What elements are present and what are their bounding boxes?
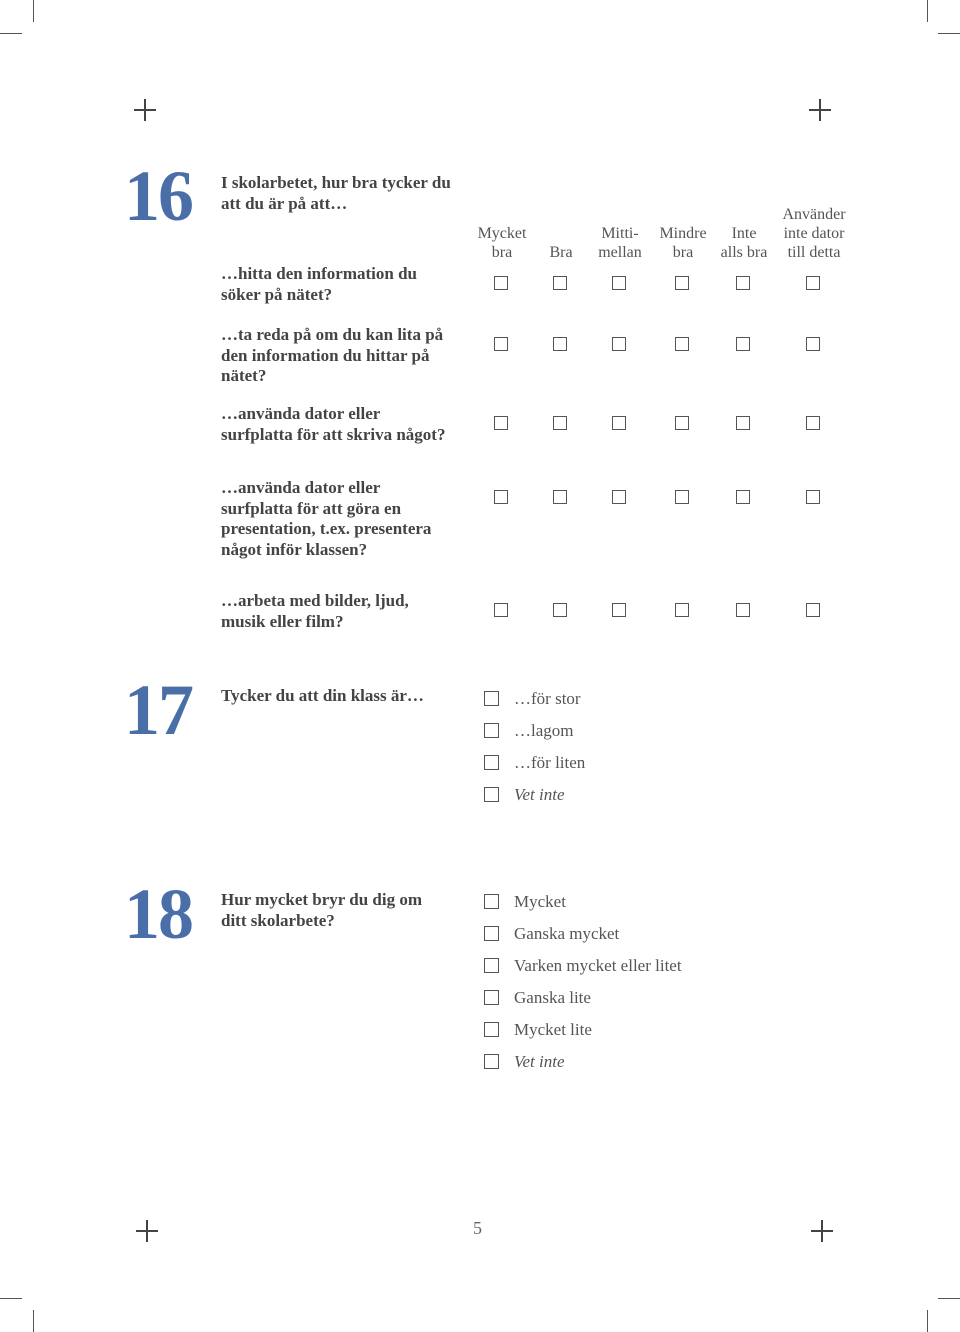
sub-question-line: något inför klassen? xyxy=(221,539,368,559)
page-number: 5 xyxy=(473,1218,482,1238)
column-header-line: bra xyxy=(672,244,694,261)
column-header-line: Mycket xyxy=(477,225,527,242)
answer-checkbox[interactable] xyxy=(484,787,499,802)
column-header-line: Inte xyxy=(731,225,757,242)
answer-checkbox[interactable] xyxy=(494,603,508,617)
column-header-line: Mitti- xyxy=(601,225,639,242)
column-header-line: bra xyxy=(491,244,513,261)
answer-checkbox[interactable] xyxy=(736,276,750,290)
sub-question-line: …använda dator eller xyxy=(221,478,381,497)
answer-checkbox[interactable] xyxy=(675,603,689,617)
answer-checkbox[interactable] xyxy=(806,490,820,504)
registration-mark xyxy=(811,1220,833,1242)
sub-question-text xyxy=(221,404,471,445)
answer-checkbox[interactable] xyxy=(675,416,689,430)
answer-checkbox[interactable] xyxy=(494,490,508,504)
answer-checkbox[interactable] xyxy=(484,1022,499,1037)
answer-option-label: Varken mycket eller litet xyxy=(514,956,682,975)
answer-checkbox[interactable] xyxy=(675,276,689,290)
answer-checkbox[interactable] xyxy=(494,276,508,290)
answer-checkbox[interactable] xyxy=(736,416,750,430)
answer-option-label: Ganska lite xyxy=(514,988,591,1007)
sub-question-text xyxy=(221,478,471,560)
column-header-line: Mindre xyxy=(659,225,707,242)
answer-checkbox[interactable] xyxy=(494,416,508,430)
sub-question-line: musik eller film? xyxy=(221,611,344,631)
answer-checkbox[interactable] xyxy=(553,337,567,351)
registration-mark xyxy=(809,99,831,121)
registration-mark xyxy=(136,1220,158,1242)
crop-mark xyxy=(0,33,22,34)
answer-option-label: Vet inte xyxy=(514,785,565,804)
column-header-line: till detta xyxy=(787,244,841,261)
answer-checkbox[interactable] xyxy=(494,337,508,351)
answer-option-label: Mycket xyxy=(514,892,566,911)
answer-checkbox[interactable] xyxy=(612,416,626,430)
answer-checkbox[interactable] xyxy=(484,926,499,941)
answer-checkbox[interactable] xyxy=(612,337,626,351)
sub-question-line: …ta reda på om du kan lita på xyxy=(221,325,444,344)
question-number: 17 xyxy=(124,670,192,750)
crop-mark xyxy=(938,1298,960,1299)
answer-option-label: Vet inte xyxy=(514,1052,565,1071)
sub-question-line: presentation, t.ex. presentera xyxy=(221,519,432,538)
answer-checkbox[interactable] xyxy=(675,490,689,504)
sub-question-line: den information du hittar på xyxy=(221,345,430,365)
sub-question-line: …arbeta med bilder, ljud, xyxy=(221,591,409,610)
question-text: Tycker du att din klass är… xyxy=(221,686,424,705)
sub-question-line: …hitta den information du xyxy=(221,264,417,283)
column-header xyxy=(769,205,859,262)
column-header-line: mellan xyxy=(598,244,642,261)
crop-mark xyxy=(938,33,960,34)
column-header-line: Bra xyxy=(549,244,573,261)
sub-question-text xyxy=(221,591,471,632)
answer-checkbox[interactable] xyxy=(612,490,626,504)
sub-question-line: surfplatta för att göra en xyxy=(221,498,402,518)
answer-option-label: …för stor xyxy=(514,689,581,708)
sub-question-text xyxy=(221,264,471,305)
answer-option-label: …för liten xyxy=(514,753,586,772)
question-number: 18 xyxy=(124,874,192,954)
answer-checkbox[interactable] xyxy=(484,990,499,1005)
crop-mark xyxy=(33,0,34,22)
answer-checkbox[interactable] xyxy=(484,723,499,738)
question-number: 16 xyxy=(124,156,192,236)
column-header-line: Använder xyxy=(782,206,846,223)
answer-checkbox[interactable] xyxy=(736,490,750,504)
sub-question-line: …använda dator eller xyxy=(221,404,381,423)
column-header-line: alls bra xyxy=(720,244,768,261)
answer-option-label: Mycket lite xyxy=(514,1020,592,1039)
answer-checkbox[interactable] xyxy=(612,276,626,290)
answer-checkbox[interactable] xyxy=(484,1054,499,1069)
answer-checkbox[interactable] xyxy=(806,337,820,351)
crop-mark xyxy=(927,0,928,22)
answer-checkbox[interactable] xyxy=(484,894,499,909)
answer-checkbox[interactable] xyxy=(553,416,567,430)
answer-checkbox[interactable] xyxy=(806,603,820,617)
answer-checkbox[interactable] xyxy=(553,603,567,617)
crop-mark xyxy=(927,1310,928,1332)
answer-checkbox[interactable] xyxy=(612,603,626,617)
crop-mark xyxy=(0,1298,22,1299)
sub-question-line: söker på nätet? xyxy=(221,284,333,304)
answer-option-label: …lagom xyxy=(514,721,574,740)
sub-question-text xyxy=(221,325,471,387)
answer-checkbox[interactable] xyxy=(736,337,750,351)
answer-checkbox[interactable] xyxy=(484,691,499,706)
column-header-line: inte dator xyxy=(783,225,845,242)
answer-checkbox[interactable] xyxy=(806,276,820,290)
question-text: I skolarbetet, hur bra tycker du att du är på att… xyxy=(221,173,451,213)
answer-checkbox[interactable] xyxy=(806,416,820,430)
answer-checkbox[interactable] xyxy=(484,958,499,973)
answer-checkbox[interactable] xyxy=(736,603,750,617)
sub-question-line: nätet? xyxy=(221,366,267,385)
answer-checkbox[interactable] xyxy=(553,490,567,504)
registration-mark xyxy=(134,99,156,121)
crop-mark xyxy=(33,1310,34,1332)
answer-checkbox[interactable] xyxy=(553,276,567,290)
sub-question-line: surfplatta för att skriva något? xyxy=(221,424,446,444)
question-text: Hur mycket bryr du dig om ditt skolarbete? xyxy=(221,890,423,930)
answer-checkbox[interactable] xyxy=(675,337,689,351)
answer-option-label: Ganska mycket xyxy=(514,924,620,943)
answer-checkbox[interactable] xyxy=(484,755,499,770)
